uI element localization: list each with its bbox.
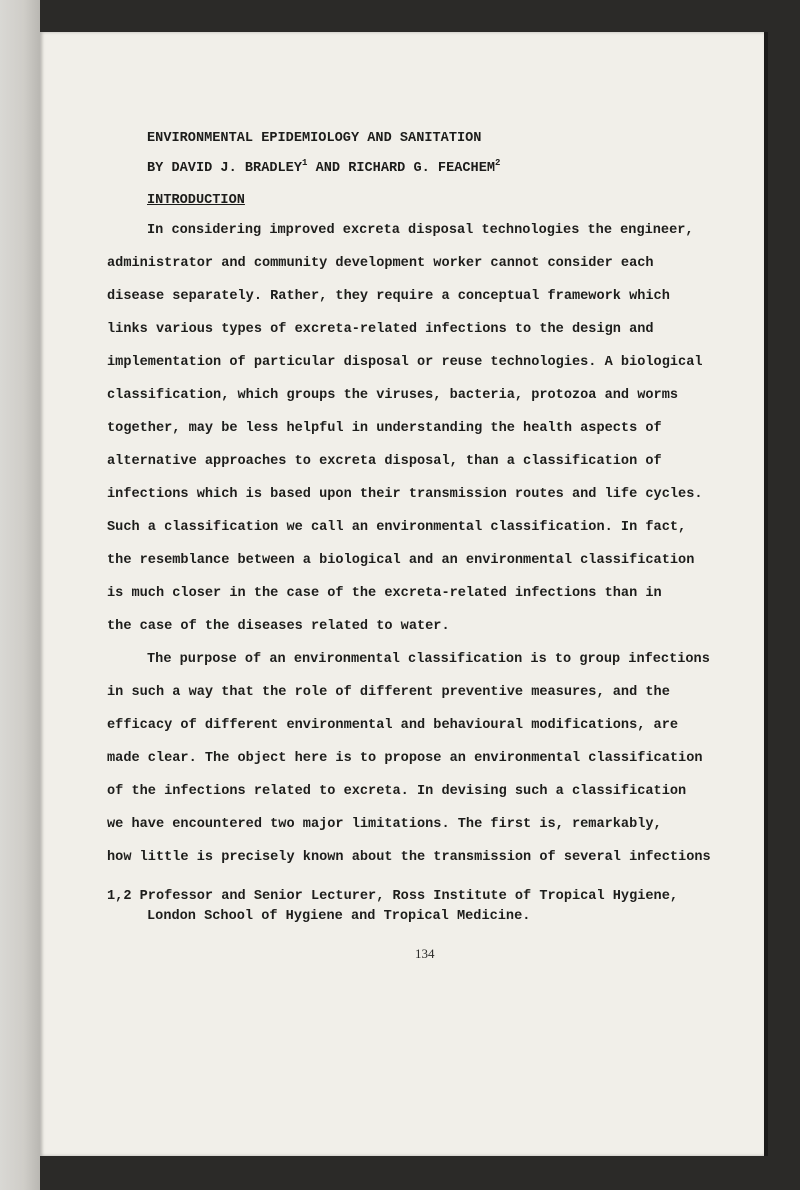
- section-heading: INTRODUCTION: [147, 193, 245, 208]
- paragraph-line: implementation of particular disposal or reuse technologies. A biological: [107, 355, 703, 370]
- paragraph-line: classification, which groups the viruses, bacteria, protozoa and worms: [107, 388, 679, 403]
- paragraph-line: Such a classification we call an environmental classification. In fact,: [107, 520, 687, 535]
- paragraph-line: infections which is based upon their transmission routes and life cycles.: [107, 487, 703, 502]
- footnote-line: 1,2 Professor and Senior Lecturer, Ross Institute of Tropical Hygiene,: [107, 889, 679, 904]
- byline-sup-2: 2: [495, 158, 501, 168]
- paragraph-line: in such a way that the role of different preventive measures, and the: [107, 685, 670, 700]
- paragraph-line: administrator and community development worker cannot consider each: [107, 256, 654, 271]
- paragraph-line: together, may be less helpful in understanding the health aspects of: [107, 421, 662, 436]
- document-title: ENVIRONMENTAL EPIDEMIOLOGY AND SANITATION: [147, 131, 482, 146]
- scan-left-margin: [0, 0, 40, 1190]
- byline: [147, 160, 500, 178]
- byline-prefix: BY DAVID J. BRADLEY: [147, 161, 302, 176]
- paragraph-line: In considering improved excreta disposal technologies the engineer,: [147, 223, 694, 238]
- paragraph-line: the resemblance between a biological and an environmental classification: [107, 553, 695, 568]
- paragraph-line: of the infections related to excreta. In devising such a classification: [107, 784, 687, 799]
- paragraph-line: we have encountered two major limitations. The first is, remarkably,: [107, 817, 662, 832]
- footnote-line: London School of Hygiene and Tropical Medicine.: [147, 909, 531, 924]
- byline-middle: AND RICHARD G. FEACHEM: [307, 161, 496, 176]
- paragraph-line: links various types of excreta-related infections to the design and: [107, 322, 654, 337]
- paragraph-line: the case of the diseases related to water.: [107, 619, 450, 634]
- paragraph-line: is much closer in the case of the excreta-related infections than in: [107, 586, 662, 601]
- page-number: 134: [415, 946, 435, 961]
- paragraph-line: how little is precisely known about the transmission of several infections: [107, 850, 711, 865]
- paragraph-line: alternative approaches to excreta disposal, than a classification of: [107, 454, 662, 469]
- paragraph-line: disease separately. Rather, they require a conceptual framework which: [107, 289, 670, 304]
- paragraph-line: made clear. The object here is to propose an environmental classification: [107, 751, 703, 766]
- paragraph-line: efficacy of different environmental and behavioural modifications, are: [107, 718, 679, 733]
- byline-sup-1: 1: [302, 158, 308, 168]
- page-edge: [764, 32, 768, 1156]
- paragraph-line: The purpose of an environmental classification is to group infections: [147, 652, 710, 667]
